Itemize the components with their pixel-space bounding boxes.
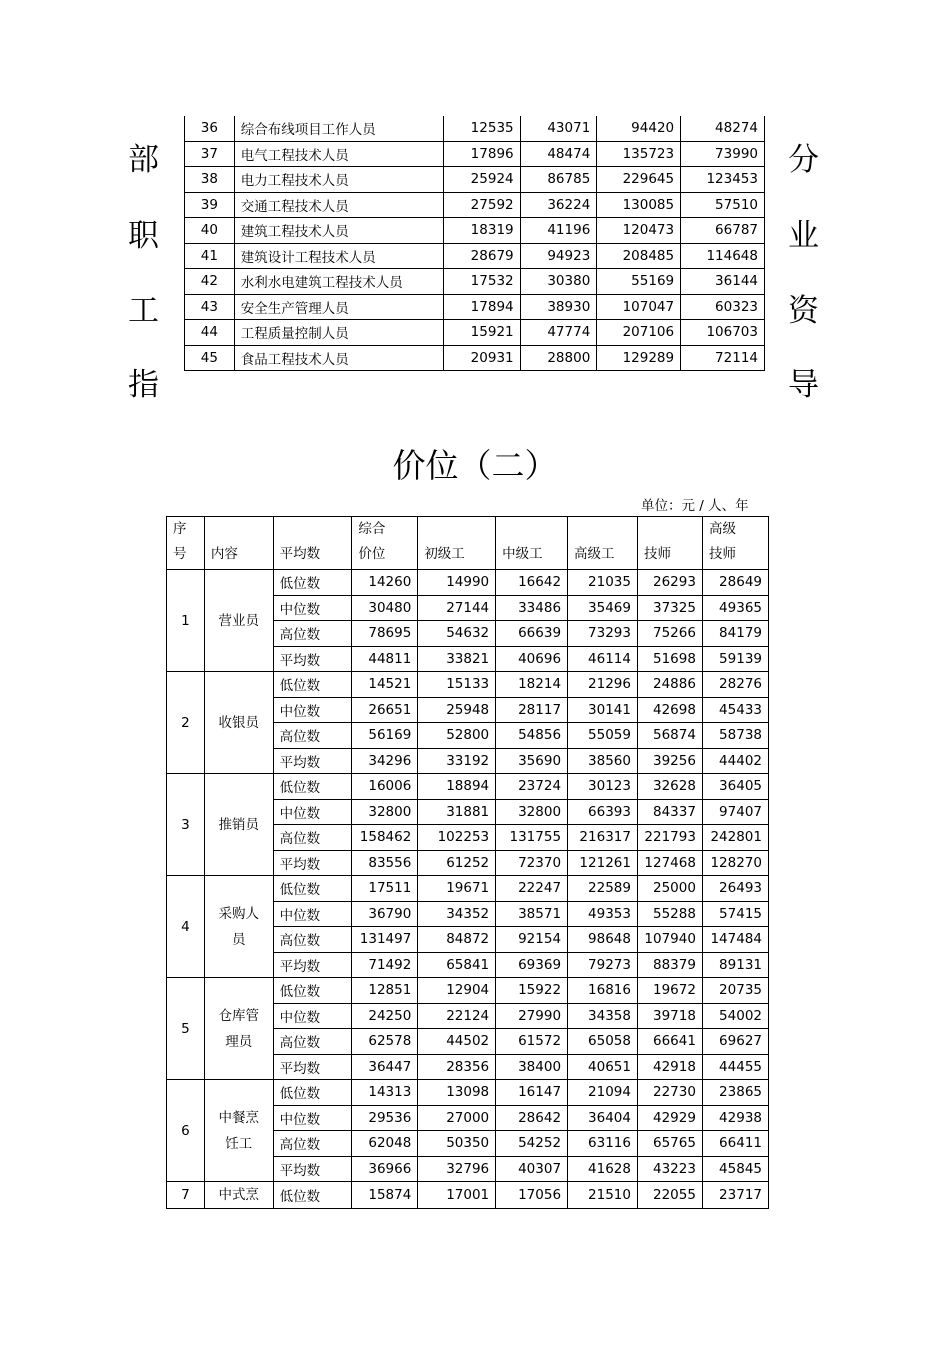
wage-value: 61572 [496, 1029, 568, 1055]
wage-value: 38930 [520, 294, 597, 320]
stat-label: 高位数 [273, 723, 352, 749]
wage-value: 135723 [597, 141, 681, 167]
stat-label: 中位数 [273, 697, 352, 723]
stat-label: 高位数 [273, 1131, 352, 1157]
wage-value: 208485 [597, 243, 681, 269]
wage-value: 15921 [443, 320, 520, 346]
wage-value: 36790 [352, 901, 418, 927]
header-senior: 高级工 [568, 517, 638, 570]
occupation-name: 综合布线项目工作人员 [234, 116, 443, 141]
wage-value: 45845 [702, 1156, 768, 1182]
header-avg: 平均数 [273, 517, 352, 570]
wage-value: 72370 [496, 850, 568, 876]
stat-label: 中位数 [273, 595, 352, 621]
group-occupation-name [204, 978, 273, 1080]
wage-value: 73990 [681, 141, 765, 167]
wage-value: 38571 [496, 901, 568, 927]
wage-value: 79273 [568, 952, 638, 978]
wage-value: 207106 [597, 320, 681, 346]
wage-value: 62048 [352, 1131, 418, 1157]
wage-value: 49353 [568, 901, 638, 927]
wage-value: 22730 [637, 1080, 702, 1106]
wage-value: 131755 [496, 825, 568, 851]
table-row [185, 294, 765, 320]
wage-value: 43071 [520, 116, 597, 141]
wage-value: 27144 [418, 595, 496, 621]
occupation-name: 建筑工程技术人员 [234, 218, 443, 244]
wage-value: 13098 [418, 1080, 496, 1106]
wage-value: 29536 [352, 1105, 418, 1131]
header-composite: 综合 价位 [352, 517, 418, 570]
table-row [185, 192, 765, 218]
wage-value: 28642 [496, 1105, 568, 1131]
wage-value: 66787 [681, 218, 765, 244]
stat-label: 平均数 [273, 850, 352, 876]
wage-value: 97407 [702, 799, 768, 825]
header-middle: 中级工 [496, 517, 568, 570]
wage-value: 66641 [637, 1029, 702, 1055]
wage-value: 88379 [637, 952, 702, 978]
wage-value: 30480 [352, 595, 418, 621]
wage-value: 17001 [418, 1182, 496, 1209]
wage-value: 39256 [637, 748, 702, 774]
wage-value: 17532 [443, 269, 520, 295]
stat-label: 平均数 [273, 646, 352, 672]
wage-value: 73293 [568, 621, 638, 647]
header-technician: 技师 [637, 517, 702, 570]
wage-value: 47774 [520, 320, 597, 346]
wage-value: 14313 [352, 1080, 418, 1106]
unit-label: 单位：元 / 人、年 [641, 498, 749, 514]
side-char-left-1: 部 [128, 142, 159, 178]
wage-value: 41196 [520, 218, 597, 244]
group-occupation-name [204, 1182, 273, 1209]
wage-value: 54856 [496, 723, 568, 749]
wage-value: 48274 [681, 116, 765, 141]
wage-value: 98648 [568, 927, 638, 953]
occupation-name: 电力工程技术人员 [234, 167, 443, 193]
occupation-name: 电气工程技术人员 [234, 141, 443, 167]
wage-value: 44402 [702, 748, 768, 774]
wage-value: 44811 [352, 646, 418, 672]
row-number: 39 [185, 192, 235, 218]
wage-value: 127468 [637, 850, 702, 876]
wage-value: 65841 [418, 952, 496, 978]
wage-value: 54632 [418, 621, 496, 647]
wage-value: 28649 [702, 570, 768, 596]
row-number: 42 [185, 269, 235, 295]
row-number: 43 [185, 294, 235, 320]
stat-label: 中位数 [273, 901, 352, 927]
wage-value: 56169 [352, 723, 418, 749]
wage-value: 58738 [702, 723, 768, 749]
wage-value: 23717 [702, 1182, 768, 1209]
group-occupation-name [204, 1080, 273, 1182]
occupation-wage-table-2 [166, 516, 769, 1209]
wage-value: 19672 [637, 978, 702, 1004]
wage-value: 36144 [681, 269, 765, 295]
wage-value: 12535 [443, 116, 520, 141]
wage-value: 18214 [496, 672, 568, 698]
wage-value: 37325 [637, 595, 702, 621]
wage-value: 41628 [568, 1156, 638, 1182]
table-row [167, 672, 769, 698]
stat-label: 平均数 [273, 1054, 352, 1080]
row-number: 38 [185, 167, 235, 193]
wage-value: 28356 [418, 1054, 496, 1080]
wage-value: 52800 [418, 723, 496, 749]
table-row [167, 978, 769, 1004]
wage-value: 30141 [568, 697, 638, 723]
stat-label: 低位数 [273, 1182, 352, 1209]
wage-value: 69369 [496, 952, 568, 978]
wage-value: 19671 [418, 876, 496, 902]
wage-value: 17511 [352, 876, 418, 902]
wage-value: 35469 [568, 595, 638, 621]
group-occupation-name [204, 570, 273, 672]
wage-value: 25000 [637, 876, 702, 902]
stat-label: 低位数 [273, 774, 352, 800]
header-seq: 序 号 [167, 517, 205, 570]
wage-value: 27592 [443, 192, 520, 218]
wage-value: 34358 [568, 1003, 638, 1029]
wage-value: 22247 [496, 876, 568, 902]
wage-value: 33821 [418, 646, 496, 672]
header-senior-technician: 高级 技师 [702, 517, 768, 570]
wage-value: 22055 [637, 1182, 702, 1209]
table-row [185, 320, 765, 346]
wage-value: 16147 [496, 1080, 568, 1106]
stat-label: 高位数 [273, 927, 352, 953]
wage-value: 12851 [352, 978, 418, 1004]
stat-label: 平均数 [273, 1156, 352, 1182]
group-occupation-name [204, 876, 273, 978]
wage-value: 49365 [702, 595, 768, 621]
wage-value: 42938 [702, 1105, 768, 1131]
wage-value: 24250 [352, 1003, 418, 1029]
wage-value: 36447 [352, 1054, 418, 1080]
occupation-name: 工程质量控制人员 [234, 320, 443, 346]
occupation-name-line: 中式烹 [218, 1187, 259, 1203]
wage-value: 128270 [702, 850, 768, 876]
occupation-name: 交通工程技术人员 [234, 192, 443, 218]
row-number: 41 [185, 243, 235, 269]
table-row [185, 141, 765, 167]
wage-value: 26293 [637, 570, 702, 596]
wage-value: 36404 [568, 1105, 638, 1131]
wage-value: 92154 [496, 927, 568, 953]
wage-value: 129289 [597, 345, 681, 371]
wage-value: 43223 [637, 1156, 702, 1182]
table-row [185, 167, 765, 193]
wage-value: 25924 [443, 167, 520, 193]
stat-label: 中位数 [273, 1003, 352, 1029]
wage-value: 40696 [496, 646, 568, 672]
group-number: 2 [167, 672, 205, 774]
wage-value: 107047 [597, 294, 681, 320]
row-number: 37 [185, 141, 235, 167]
table-header-row [167, 517, 769, 570]
wage-value: 25948 [418, 697, 496, 723]
wage-value: 56874 [637, 723, 702, 749]
occupation-wage-table-1 [184, 116, 765, 371]
group-number: 1 [167, 570, 205, 672]
wage-value: 18894 [418, 774, 496, 800]
wage-value: 21035 [568, 570, 638, 596]
section-title: 价位（二） [392, 446, 558, 485]
wage-value: 15133 [418, 672, 496, 698]
wage-value: 84872 [418, 927, 496, 953]
wage-value: 42929 [637, 1105, 702, 1131]
wage-value: 46114 [568, 646, 638, 672]
wage-value: 14990 [418, 570, 496, 596]
occupation-name: 安全生产管理人员 [234, 294, 443, 320]
wage-value: 83556 [352, 850, 418, 876]
wage-value: 66639 [496, 621, 568, 647]
wage-value: 65058 [568, 1029, 638, 1055]
wage-value: 57415 [702, 901, 768, 927]
occupation-name: 建筑设计工程技术人员 [234, 243, 443, 269]
wage-value: 16816 [568, 978, 638, 1004]
wage-value: 107940 [637, 927, 702, 953]
wage-value: 14260 [352, 570, 418, 596]
wage-value: 130085 [597, 192, 681, 218]
wage-value: 28800 [520, 345, 597, 371]
wage-value: 102253 [418, 825, 496, 851]
table-row [167, 876, 769, 902]
wage-value: 78695 [352, 621, 418, 647]
wage-value: 120473 [597, 218, 681, 244]
wage-value: 42698 [637, 697, 702, 723]
wage-value: 40307 [496, 1156, 568, 1182]
wage-value: 89131 [702, 952, 768, 978]
occupation-name-line: 员 [232, 931, 246, 948]
stat-label: 高位数 [273, 621, 352, 647]
wage-value: 229645 [597, 167, 681, 193]
wage-value: 32796 [418, 1156, 496, 1182]
wage-value: 36966 [352, 1156, 418, 1182]
wage-value: 121261 [568, 850, 638, 876]
wage-value: 48474 [520, 141, 597, 167]
wage-value: 27990 [496, 1003, 568, 1029]
wage-value: 51698 [637, 646, 702, 672]
table-row [185, 116, 765, 141]
stat-label: 中位数 [273, 1105, 352, 1131]
wage-value: 55059 [568, 723, 638, 749]
stat-label: 平均数 [273, 748, 352, 774]
wage-value: 54002 [702, 1003, 768, 1029]
header-junior: 初级工 [418, 517, 496, 570]
table-row [167, 774, 769, 800]
wage-value: 44455 [702, 1054, 768, 1080]
row-number: 36 [185, 116, 235, 141]
wage-value: 66411 [702, 1131, 768, 1157]
wage-value: 32800 [496, 799, 568, 825]
stat-label: 低位数 [273, 1080, 352, 1106]
stat-label: 高位数 [273, 1029, 352, 1055]
group-number: 7 [167, 1182, 205, 1209]
wage-value: 72114 [681, 345, 765, 371]
wage-value: 61252 [418, 850, 496, 876]
table-row [185, 243, 765, 269]
wage-value: 22124 [418, 1003, 496, 1029]
wage-value: 44502 [418, 1029, 496, 1055]
wage-value: 75266 [637, 621, 702, 647]
occupation-name-line: 理员 [225, 1033, 253, 1050]
wage-value: 28276 [702, 672, 768, 698]
wage-value: 20931 [443, 345, 520, 371]
table-row [167, 1182, 769, 1209]
wage-value: 20735 [702, 978, 768, 1004]
side-char-right-4: 导 [788, 367, 819, 403]
wage-value: 36405 [702, 774, 768, 800]
wage-value: 30123 [568, 774, 638, 800]
wage-value: 32800 [352, 799, 418, 825]
group-number: 3 [167, 774, 205, 876]
group-occupation-name [204, 774, 273, 876]
wage-value: 50350 [418, 1131, 496, 1157]
wage-value: 35690 [496, 748, 568, 774]
wage-value: 27000 [418, 1105, 496, 1131]
wage-value: 45433 [702, 697, 768, 723]
wage-value: 23724 [496, 774, 568, 800]
wage-value: 36224 [520, 192, 597, 218]
stat-label: 低位数 [273, 570, 352, 596]
wage-value: 21296 [568, 672, 638, 698]
wage-value: 63116 [568, 1131, 638, 1157]
wage-value: 16006 [352, 774, 418, 800]
header-content: 内容 [204, 517, 273, 570]
wage-value: 38560 [568, 748, 638, 774]
wage-value: 55288 [637, 901, 702, 927]
wage-value: 39718 [637, 1003, 702, 1029]
wage-value: 34296 [352, 748, 418, 774]
wage-value: 34352 [418, 901, 496, 927]
wage-value: 15922 [496, 978, 568, 1004]
wage-value: 57510 [681, 192, 765, 218]
wage-value: 33486 [496, 595, 568, 621]
wage-value: 17896 [443, 141, 520, 167]
wage-value: 66393 [568, 799, 638, 825]
wage-value: 94420 [597, 116, 681, 141]
wage-value: 65765 [637, 1131, 702, 1157]
wage-value: 114648 [681, 243, 765, 269]
stat-label: 中位数 [273, 799, 352, 825]
wage-value: 158462 [352, 825, 418, 851]
wage-value: 33192 [418, 748, 496, 774]
wage-value: 84179 [702, 621, 768, 647]
wage-value: 21510 [568, 1182, 638, 1209]
table-row [167, 570, 769, 596]
wage-value: 28679 [443, 243, 520, 269]
wage-value: 38400 [496, 1054, 568, 1080]
wage-value: 21094 [568, 1080, 638, 1106]
table-row [167, 1080, 769, 1106]
row-number: 45 [185, 345, 235, 371]
occupation-name-line: 采购人 [218, 905, 259, 922]
wage-value: 60323 [681, 294, 765, 320]
occupation-name: 水利水电建筑工程技术人员 [234, 269, 443, 295]
wage-value: 131497 [352, 927, 418, 953]
wage-value: 71492 [352, 952, 418, 978]
wage-value: 221793 [637, 825, 702, 851]
wage-value: 16642 [496, 570, 568, 596]
side-char-left-2: 职 [128, 218, 159, 254]
wage-value: 12904 [418, 978, 496, 1004]
occupation-name-line: 中餐烹 [218, 1109, 259, 1126]
table-row [185, 269, 765, 295]
wage-value: 30380 [520, 269, 597, 295]
wage-value: 22589 [568, 876, 638, 902]
group-number: 4 [167, 876, 205, 978]
wage-value: 17894 [443, 294, 520, 320]
wage-value: 32628 [637, 774, 702, 800]
wage-value: 23865 [702, 1080, 768, 1106]
wage-value: 94923 [520, 243, 597, 269]
group-occupation-name [204, 672, 273, 774]
wage-value: 28117 [496, 697, 568, 723]
wage-value: 17056 [496, 1182, 568, 1209]
side-char-right-1: 分 [788, 142, 819, 178]
wage-value: 216317 [568, 825, 638, 851]
wage-value: 59139 [702, 646, 768, 672]
stat-label: 高位数 [273, 825, 352, 851]
stat-label: 低位数 [273, 978, 352, 1004]
side-char-left-4: 指 [128, 367, 159, 403]
row-number: 44 [185, 320, 235, 346]
wage-value: 106703 [681, 320, 765, 346]
table-row [185, 345, 765, 371]
wage-value: 15874 [352, 1182, 418, 1209]
wage-value: 86785 [520, 167, 597, 193]
stat-label: 平均数 [273, 952, 352, 978]
wage-value: 18319 [443, 218, 520, 244]
wage-value: 55169 [597, 269, 681, 295]
wage-value: 147484 [702, 927, 768, 953]
wage-value: 84337 [637, 799, 702, 825]
wage-value: 242801 [702, 825, 768, 851]
occupation-name-line: 推销员 [218, 816, 259, 833]
occupation-name-line: 收银员 [218, 714, 259, 731]
wage-value: 24886 [637, 672, 702, 698]
group-number: 6 [167, 1080, 205, 1182]
occupation-name-line: 饪工 [225, 1135, 253, 1152]
wage-value: 54252 [496, 1131, 568, 1157]
wage-value: 26651 [352, 697, 418, 723]
table-row [185, 218, 765, 244]
wage-value: 42918 [637, 1054, 702, 1080]
stat-label: 低位数 [273, 672, 352, 698]
wage-value: 40651 [568, 1054, 638, 1080]
side-char-right-2: 业 [788, 218, 819, 254]
row-number: 40 [185, 218, 235, 244]
wage-value: 123453 [681, 167, 765, 193]
stat-label: 低位数 [273, 876, 352, 902]
side-char-left-3: 工 [128, 293, 159, 329]
wage-value: 69627 [702, 1029, 768, 1055]
wage-value: 14521 [352, 672, 418, 698]
wage-value: 31881 [418, 799, 496, 825]
side-char-right-3: 资 [788, 293, 819, 329]
occupation-name-line: 营业员 [218, 612, 259, 629]
wage-value: 26493 [702, 876, 768, 902]
group-number: 5 [167, 978, 205, 1080]
occupation-name-line: 仓库管 [218, 1007, 259, 1024]
occupation-name: 食品工程技术人员 [234, 345, 443, 371]
wage-value: 62578 [352, 1029, 418, 1055]
